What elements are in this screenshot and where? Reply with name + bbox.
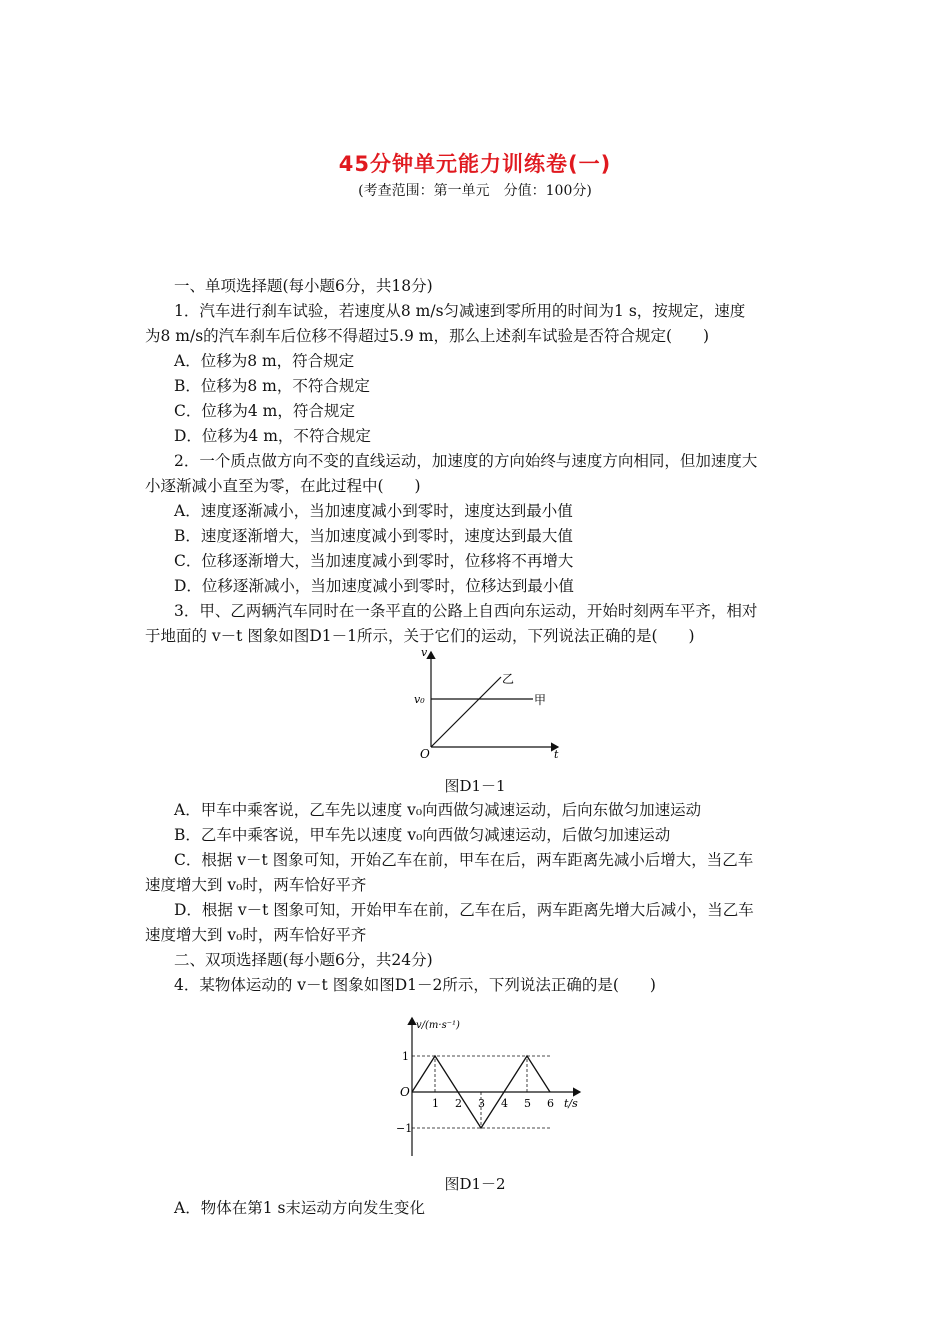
question-2-option-c: C．位移逐渐增大，当加速度减小到零时，位移将不再增大: [174, 552, 574, 570]
x-axis-label: t: [554, 748, 559, 761]
question-1-option-b: B．位移为8 m，不符合规定: [174, 377, 370, 395]
figure-d1-2: [380, 1012, 600, 1162]
question-3-option-a: A．甲车中乘客说，乙车先以速度 v₀向西做匀减速运动，后向东做匀加速运动: [174, 801, 702, 819]
figure-caption-d1-2: 图D1－2: [444, 1175, 506, 1193]
x-tick-label: 1: [432, 1097, 439, 1110]
y-tick-label: 1: [402, 1050, 409, 1063]
x-tick-label: 2: [455, 1097, 462, 1110]
x-tick-label: 3: [478, 1097, 485, 1110]
origin-label: O: [400, 1085, 410, 1099]
question-3-option-d-line-1: D．根据 v－t 图象可知，开始甲车在前，乙车在后，两车距离先增大后减小，当乙车: [174, 901, 754, 919]
figure-d1-1: [400, 644, 570, 762]
x-tick-label: 6: [547, 1097, 554, 1110]
question-3-line-1: 3．甲、乙两辆汽车同时在一条平直的公路上自西向东运动，开始时刻两车平齐，相对: [174, 602, 758, 620]
figure-caption-d1-1: 图D1－1: [444, 777, 506, 795]
question-1-option-d: D．位移为4 m，不符合规定: [174, 427, 371, 445]
y-tick-label: −1: [396, 1122, 413, 1135]
question-3-line-2: 于地面的 v－t 图象如图D1－1所示，关于它们的运动，下列说法正确的是( ): [145, 627, 695, 645]
question-2-option-b: B．速度逐渐增大，当加速度减小到零时，速度达到最大值: [174, 527, 573, 545]
question-4-line-1: 4．某物体运动的 v－t 图象如图D1－2所示，下列说法正确的是( ): [174, 976, 656, 994]
x-tick-label: 4: [501, 1097, 508, 1110]
v0-tick-label: v₀: [414, 693, 425, 706]
question-3-option-d-line-2: 速度增大到 v₀时，两车恰好平齐: [145, 926, 367, 944]
origin-label: O: [420, 747, 430, 761]
question-2-option-a: A．速度逐渐减小，当加速度减小到零时，速度达到最小值: [174, 502, 573, 520]
question-1-option-c: C．位移为4 m，符合规定: [174, 402, 355, 420]
question-1-line-1: 1．汽车进行刹车试验，若速度从8 m/s匀减速到零所用的时间为1 s，按规定，速度: [174, 302, 746, 320]
series-label-yi: 乙: [502, 672, 515, 686]
x-tick-label: 5: [524, 1097, 531, 1110]
section-heading-1: 一、单项选择题(每小题6分，共18分): [174, 277, 433, 295]
question-2-option-d: D．位移逐渐减小，当加速度减小到零时，位移达到最小值: [174, 577, 574, 595]
page-title: 45分钟单元能力训练卷(一): [338, 152, 612, 176]
question-2-line-2: 小逐渐减小直至为零，在此过程中( ): [145, 477, 421, 495]
question-1-line-2: 为8 m/s的汽车刹车后位移不得超过5.9 m，那么上述刹车试验是否符合规定( ): [145, 327, 710, 345]
x-axis-label: t/s: [564, 1097, 578, 1110]
question-4-option-a: A．物体在第1 s末运动方向发生变化: [174, 1199, 425, 1217]
question-2-line-1: 2．一个质点做方向不变的直线运动，加速度的方向始终与速度方向相同，但加速度大: [174, 452, 758, 470]
question-3-option-c-line-1: C．根据 v－t 图象可知，开始乙车在前，甲车在后，两车距离先减小后增大，当乙车: [174, 851, 754, 869]
series-line-yi: [431, 677, 501, 747]
y-axis-label: v/(m·s⁻¹): [416, 1020, 460, 1031]
question-3-option-c-line-2: 速度增大到 v₀时，两车恰好平齐: [145, 876, 367, 894]
page-subtitle: (考查范围：第一单元 分值：100分): [358, 183, 592, 199]
series-label-jia: 甲: [534, 693, 547, 707]
question-1-option-a: A．位移为8 m，符合规定: [174, 352, 355, 370]
y-axis-label: v: [421, 646, 428, 659]
section-heading-2: 二、双项选择题(每小题6分，共24分): [174, 951, 433, 969]
question-3-option-b: B．乙车中乘客说，甲车先以速度 v₀向西做匀减速运动，后做匀加速运动: [174, 826, 671, 844]
